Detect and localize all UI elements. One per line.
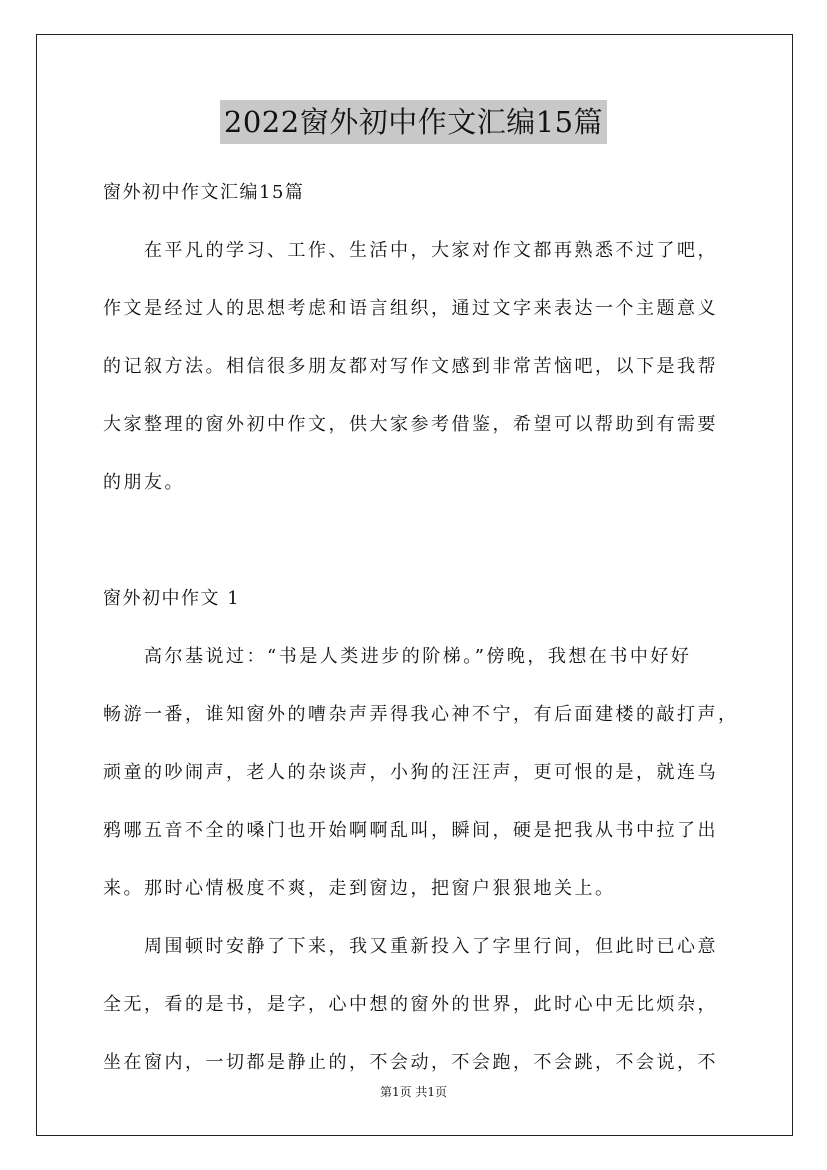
essay-paragraph-2 — [103, 932, 729, 1077]
paragraph-line: 周围顿时安静了下来，我又重新投入了字里行间，但此时已心意 — [144, 936, 718, 957]
document-body — [103, 178, 739, 1077]
paragraph-line: 高尔基说过：“书是人类进步的阶梯。”傍晚，我想在书中好好 — [144, 646, 692, 667]
page-footer: 第1页 共1页 — [379, 1085, 448, 1099]
paragraph-line: 坐在窗内，一切都是静止的，不会动，不会跑，不会跳，不会说，不 — [103, 1052, 718, 1073]
document-subtitle: 窗外初中作文汇编15篇 — [103, 182, 305, 203]
essay-paragraph-1 — [103, 642, 739, 903]
paragraph-line: 的朋友。 — [103, 472, 185, 493]
paragraph-line: 全无，看的是书，是字，心中想的窗外的世界，此时心中无比烦杂， — [103, 994, 718, 1015]
paragraph-line: 作文是经过人的思想考虑和语言组织，通过文字来表达一个主题意义 — [103, 298, 718, 319]
document-title-text: 2022窗外初中作文汇编15篇 — [220, 100, 607, 144]
paragraph-line: 在平凡的学习、工作、生活中，大家对作文都再熟悉不过了吧， — [144, 240, 718, 261]
paragraph-line: 顽童的吵闹声，老人的杂谈声，小狗的汪汪声，更可恨的是，就连乌 — [103, 762, 718, 783]
document-title — [0, 100, 827, 144]
paragraph-line: 的记叙方法。相信很多朋友都对写作文感到非常苦恼吧，以下是我帮 — [103, 356, 718, 377]
paragraph-line: 大家整理的窗外初中作文，供大家参考借鉴，希望可以帮助到有需要 — [103, 414, 718, 435]
paragraph-line: 来。那时心情极度不爽，走到窗边，把窗户狠狠地关上。 — [103, 878, 616, 899]
intro-paragraph — [103, 236, 729, 497]
paragraph-line: 鸦哪五音不全的嗓门也开始啊啊乱叫，瞬间，硬是把我从书中拉了出 — [103, 820, 718, 841]
section-heading: 窗外初中作文 1 — [103, 588, 241, 609]
paragraph-line: 畅游一番，谁知窗外的嘈杂声弄得我心神不宁，有后面建楼的敲打声， — [103, 704, 739, 725]
